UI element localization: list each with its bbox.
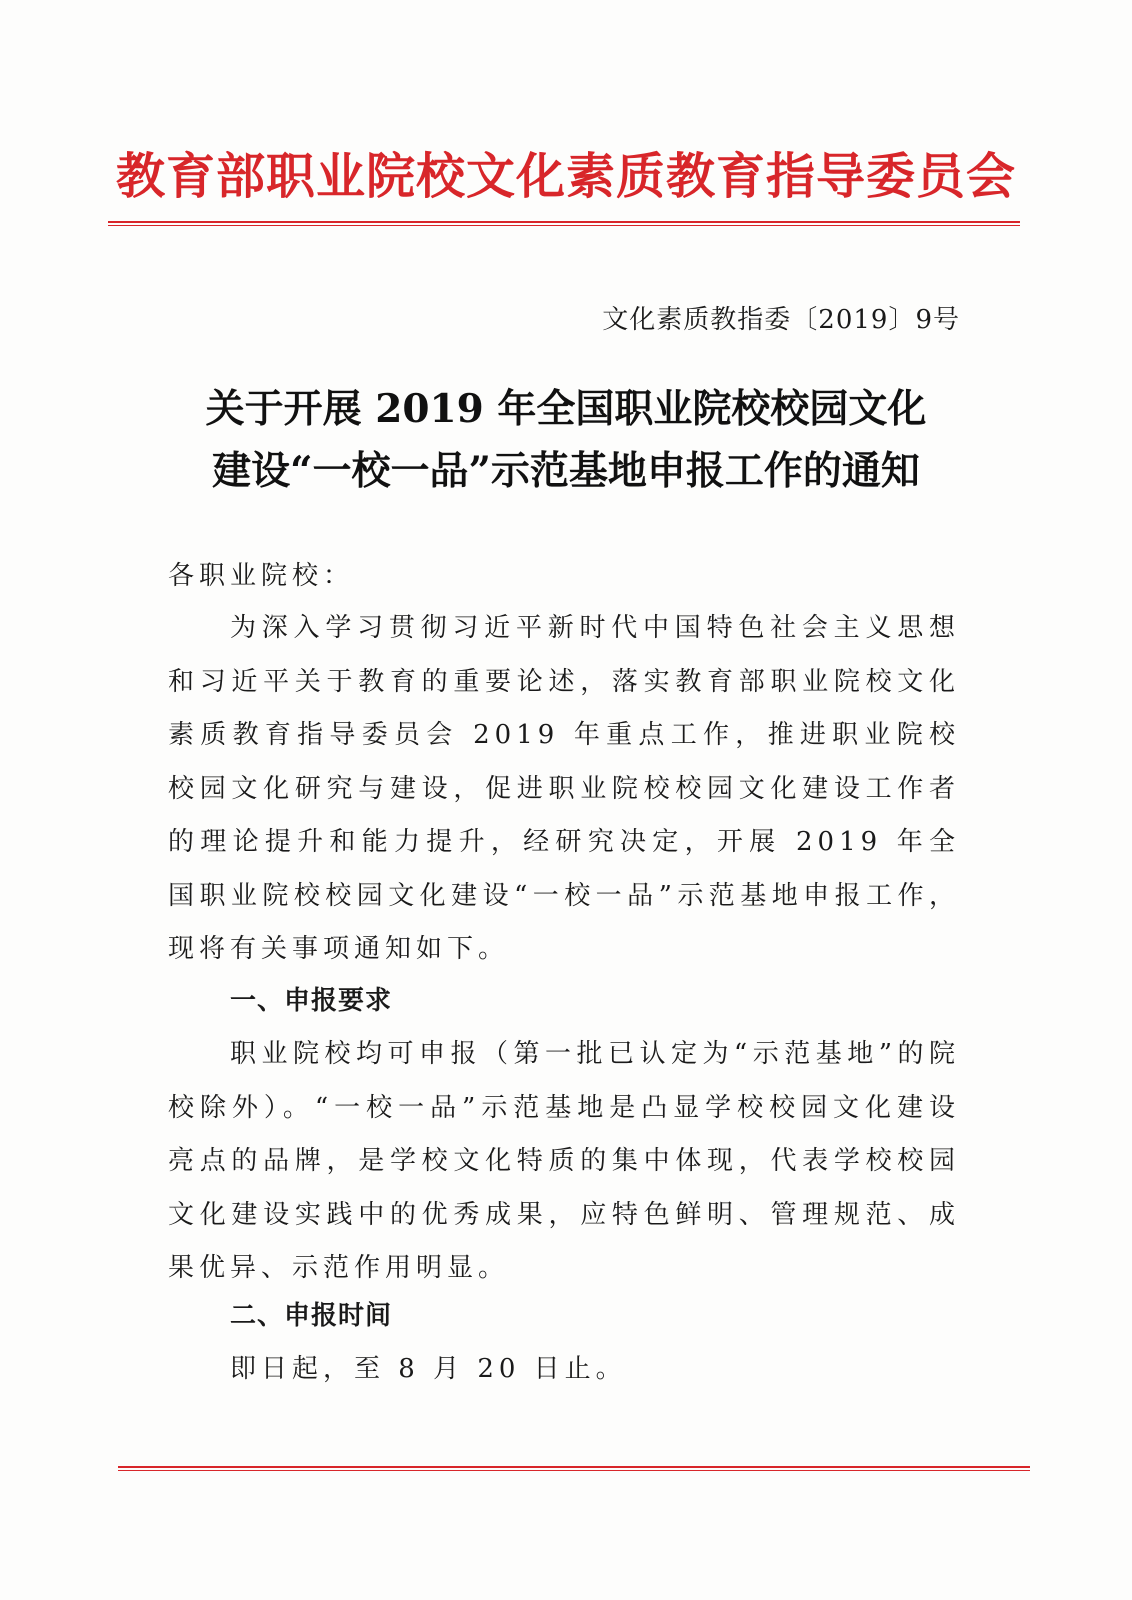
document-number: 文化素质教指委〔2019〕9号 [602, 305, 960, 335]
organization-header: 教育部职业院校文化素质教育指导委员会 [115, 148, 1016, 205]
document-title [0, 378, 1132, 502]
document-title-line-1: 关于开展 2019 年全国职业院校校园文化 [205, 386, 927, 432]
section-paragraph-time: 即日起，至 8 月 20 日止。 [230, 1354, 627, 1384]
header-red-rule [108, 221, 1020, 226]
section-paragraph-requirements: 职业院校均可申报（第一批已认定为“示范基地”的院校除外）。“一校一品”示范基地是凸显学校校园文化建设亮点的品牌，是学校文化特质的集中体现，代表学校校园文化建设实践中的优秀成果，应特色鲜明、管理规范、成果优异、示范作用明显。 [168, 1039, 960, 1283]
intro-paragraph: 为深入学习贯彻习近平新时代中国特色社会主义思想和习近平关于教育的重要论述，落实教育部职业院校文化素质教育指导委员会 2019 年重点工作，推进职业院校校园文化研究与建设，促进职业院校校园文化建设工作者的理论提升和能力提升，经研究决定，开展 2019 年全国职业院校校园文化建设“一校一品”示范基地申报工作，现将有关事项通知如下。 [168, 613, 960, 964]
footer-red-rule [118, 1466, 1030, 1471]
salutation: 各职业院校： [168, 561, 355, 591]
document-title-line-2: 建设“一校一品”示范基地申报工作的通知 [212, 448, 920, 494]
section-heading-time: 二、申报时间 [230, 1301, 393, 1331]
section-heading-requirements: 一、申报要求 [230, 986, 393, 1016]
